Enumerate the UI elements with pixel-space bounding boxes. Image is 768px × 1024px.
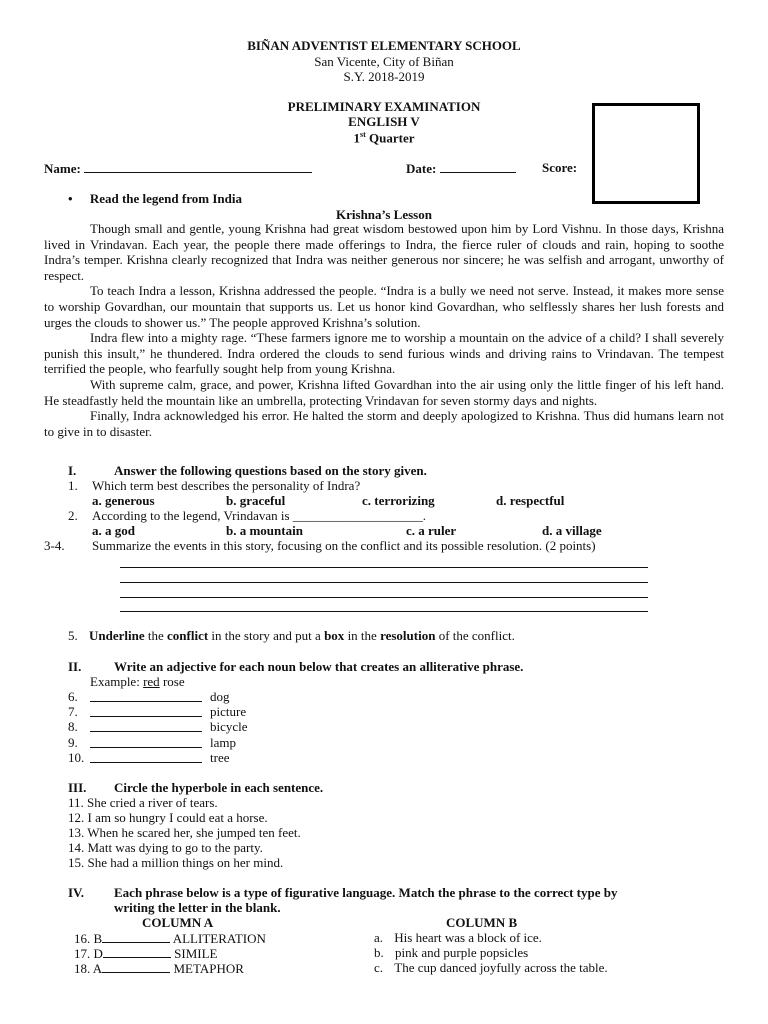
summary-line[interactable]: [120, 611, 648, 612]
part1-heading: [68, 463, 427, 479]
part1-num: I.: [68, 463, 77, 478]
part2-num: II.: [68, 659, 82, 674]
match-blank[interactable]: [102, 960, 170, 973]
item-noun: tree: [210, 750, 230, 765]
item-num: 6.: [68, 689, 78, 704]
column-a-header: COLUMN A: [142, 915, 214, 930]
story-paragraph: With supreme calm, grace, and power, Krishna lifted Govardhan into the air using only the little finger of his left hand. He steadfastly held the mountain like an umbrella, protecting Vrindavan for seven stormy days and nights.: [44, 376, 724, 408]
part3-num: III.: [68, 780, 87, 795]
q1-option-c[interactable]: c. terrorizing: [362, 493, 435, 508]
alliteration-item: [68, 704, 247, 720]
phrase-letter: b.: [374, 945, 384, 960]
q1-text: Which term best describes the personality of Indra?: [92, 478, 361, 493]
item-noun: bicycle: [210, 719, 248, 734]
match-blank[interactable]: [102, 930, 170, 943]
q2-option-a[interactable]: a. a god: [92, 523, 135, 538]
match-type: SIMILE: [174, 946, 218, 961]
match-phrase-row: [374, 960, 608, 976]
phrase-text: pink and purple popsicles: [395, 945, 529, 960]
phrase-text: His heart was a block of ice.: [394, 930, 542, 945]
q2-option-d[interactable]: d. a village: [542, 523, 602, 538]
story-paragraph: Indra flew into a mighty rage. “These farmers ignore me to worship a mountain on the advice of a child? I shall severely punish this insult,” he thundered. Indra ordered the clouds to send furious winds and driving rains to Vrindavan. The tempest terrified the people, who fearfully sought help from young Krishna.: [44, 330, 724, 377]
quarter-sup: st: [359, 130, 366, 139]
match-row: [74, 960, 244, 977]
adjective-blank[interactable]: [90, 689, 202, 702]
summary-line[interactable]: [120, 567, 648, 568]
adjective-blank[interactable]: [90, 704, 202, 717]
story-paragraph: Though small and gentle, young Krishna had great wisdom bestowed upon him by Lord Vishnu. In those days, Krishna lived in Vrindavan. Each year, the people there made offerings to Indra, the fierce ruler of clouds and rain, hoping to soothe Indra’s temper. Krishna clearly recognized that Indra was neither generous nor sincere; he was selfish and arrogant, unworthy of respect.: [44, 221, 724, 283]
phrase-text: The cup danced joyfully across the table.: [394, 960, 608, 975]
score-box: [592, 103, 700, 204]
column-b-header: COLUMN B: [446, 915, 518, 930]
story-body: [44, 221, 724, 439]
alliteration-item: [68, 689, 230, 705]
part1-title: Answer the following questions based on the story given.: [114, 463, 427, 478]
alliteration-item: [68, 750, 230, 766]
summary-line[interactable]: [120, 597, 648, 598]
hyperbole-sentence: 15. She had a million things on her mind.: [68, 855, 284, 870]
alliteration-item: [68, 735, 236, 751]
score-label: Score:: [542, 160, 578, 175]
hyperbole-sentence: 13. When he scared her, she jumped ten feet.: [68, 825, 301, 840]
q34: [44, 538, 596, 554]
match-blank[interactable]: [103, 945, 171, 958]
date-row: [406, 160, 516, 177]
phrase-letter: c.: [374, 960, 384, 975]
item-num: 10.: [68, 750, 85, 765]
q1-option-a[interactable]: a. generous: [92, 493, 155, 508]
match-type: METAPHOR: [173, 961, 244, 976]
item-num: 8.: [68, 719, 78, 734]
q2-option-b[interactable]: b. a mountain: [226, 523, 303, 538]
q5-text: of the conflict.: [435, 628, 515, 643]
match-answer[interactable]: B: [93, 931, 103, 946]
school-name: BIÑAN ADVENTIST ELEMENTARY SCHOOL: [247, 38, 521, 53]
part4-num: IV.: [68, 885, 85, 900]
item-num: 9.: [68, 735, 78, 750]
name-row: [44, 160, 312, 177]
q2: [68, 508, 427, 524]
match-type: ALLITERATION: [172, 931, 266, 946]
match-phrase-row: [374, 930, 542, 946]
name-label: Name:: [44, 161, 81, 176]
part4-heading: [68, 885, 618, 901]
date-field[interactable]: [440, 160, 516, 173]
part2-title: Write an adjective for each noun below that creates an alliterative phrase.: [114, 659, 524, 674]
q1-option-d[interactable]: d. respectful: [496, 493, 565, 508]
q34-num: 3-4.: [44, 538, 65, 553]
q5-text: in the story and put a: [208, 628, 325, 643]
q1-option-b[interactable]: b. graceful: [226, 493, 286, 508]
example-adjective: red: [143, 674, 160, 689]
q1: [68, 478, 361, 494]
bullet-icon: •: [68, 191, 73, 206]
adjective-blank[interactable]: [90, 719, 202, 732]
quarter-word: Quarter: [369, 130, 415, 146]
date-label: Date:: [406, 161, 437, 176]
part4-title-line1: Each phrase below is a type of figurative language. Match the phrase to the correct type by: [114, 885, 618, 900]
story-title: Krishna’s Lesson: [336, 207, 432, 222]
school-year: S.Y. 2018-2019: [343, 69, 425, 84]
part3-title: Circle the hyperbole in each sentence.: [114, 780, 324, 795]
alliteration-item: [68, 719, 248, 735]
part2-heading: [68, 659, 524, 675]
part2-example: [90, 674, 185, 690]
item-noun: picture: [210, 704, 247, 719]
q5-text: the: [144, 628, 168, 643]
name-field[interactable]: [84, 160, 312, 173]
reading-instruction: [68, 191, 242, 207]
q5: [68, 628, 515, 644]
story-paragraph: Finally, Indra acknowledged his error. He halted the storm and deeply apologized to Krishna. Thus did humans learn not to give in to disaster.: [44, 408, 724, 439]
instruction-text: Read the legend from India: [89, 191, 242, 206]
q5-word-box: box: [324, 628, 345, 643]
match-num: 16.: [74, 931, 91, 946]
match-answer[interactable]: D: [93, 946, 103, 961]
exam-title: PRELIMINARY EXAMINATION: [287, 99, 481, 114]
part4-title-line2: writing the letter in the blank.: [114, 900, 281, 915]
subject-title: ENGLISH V: [348, 114, 420, 129]
match-answer[interactable]: A: [92, 961, 103, 976]
school-address: San Vicente, City of Biñan: [314, 54, 454, 69]
q5-text: in the: [344, 628, 381, 643]
q5-word-conflict: conflict: [167, 628, 209, 643]
q5-word-resolution: resolution: [380, 628, 436, 643]
q2-num: 2.: [68, 508, 78, 523]
match-phrase-row: [374, 945, 528, 961]
adjective-blank[interactable]: [90, 735, 202, 748]
q2-text: According to the legend, Vrindavan is ____________________.: [92, 508, 427, 523]
hyperbole-sentence: 12. I am so hungry I could eat a horse.: [68, 810, 268, 825]
q34-text: Summarize the events in this story, focusing on the conflict and its possible resolution. (2 points): [92, 538, 596, 553]
item-num: 7.: [68, 704, 78, 719]
adjective-blank[interactable]: [90, 750, 202, 763]
hyperbole-sentence: 11. She cried a river of tears.: [68, 795, 218, 810]
q5-num: 5.: [68, 628, 78, 643]
part3-heading: [68, 780, 324, 796]
q1-num: 1.: [68, 478, 78, 493]
match-num: 17.: [74, 946, 91, 961]
hyperbole-sentence: 14. Matt was dying to go to the party.: [68, 840, 263, 855]
story-paragraph: To teach Indra a lesson, Krishna addressed the people. “Indra is a bully we need not serve. Instead, it makes more sense to worship Govardhan, our mountain that supports us. Let us honor kind Govardhan, who selflessly shares her lush forests and urges the clouds to shower us.” The people approved Krishna’s solution.: [44, 283, 724, 330]
quarter-num: 1: [353, 130, 360, 146]
example-label: Example:: [90, 674, 140, 689]
q5-word-underline: Underline: [89, 628, 145, 643]
summary-line[interactable]: [120, 582, 648, 583]
match-num: 18.: [74, 961, 91, 976]
example-noun: rose: [162, 674, 185, 689]
q2-option-c[interactable]: c. a ruler: [406, 523, 457, 538]
item-noun: lamp: [210, 735, 236, 750]
phrase-letter: a.: [374, 930, 384, 945]
item-noun: dog: [210, 689, 230, 704]
